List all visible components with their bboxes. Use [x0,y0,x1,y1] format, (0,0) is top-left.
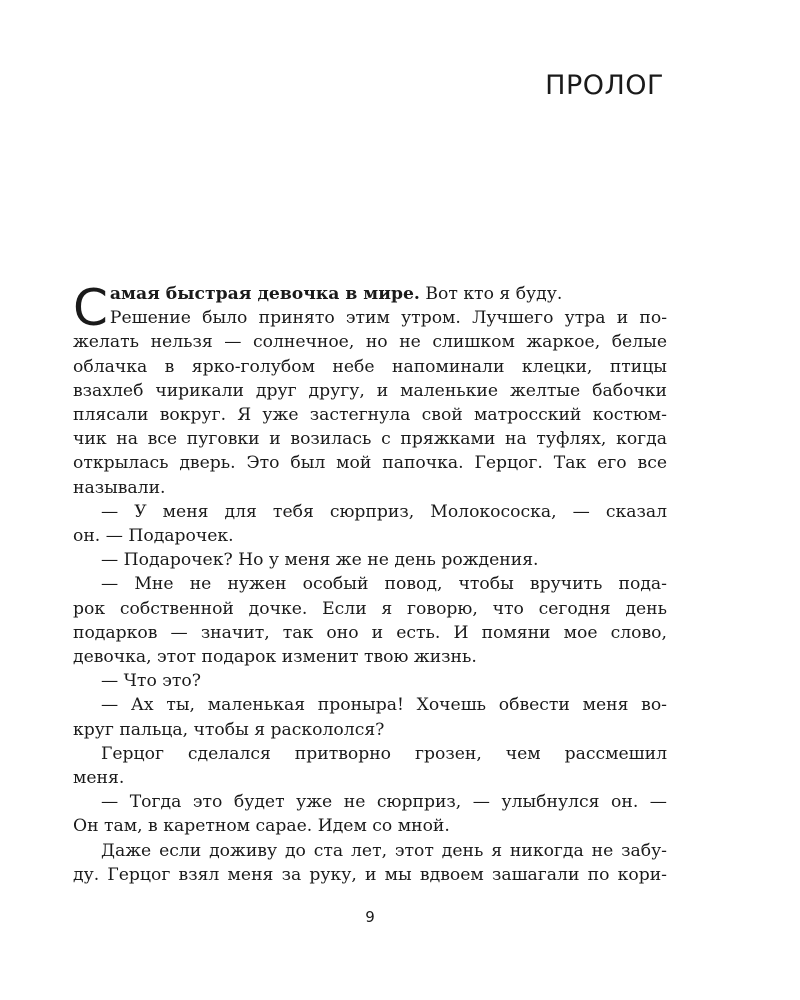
text-line: облачка в ярко-голубом небе напоминали клецки, птицы [73,356,667,377]
text-line: — Ах ты, маленькая проныра! Хочешь обвести меня во- [101,695,667,716]
text-line [73,282,667,306]
text-line: меня. [73,768,125,789]
text-line: подарков — значит, так оно и есть. И помяни мое слово, [73,622,667,643]
text-line: девочка, этот подарок изменит твою жизнь. [73,647,477,668]
text-line: он. — Подарочек. [73,526,234,547]
text-line: круг пальца, чтобы я раскололся? [73,719,385,740]
drop-cap: С [73,279,108,337]
text-line: Даже если доживу до ста лет, этот день я никогда не забу- [101,840,667,861]
text-line: Герцог сделался притворно грозен, чем рассмешил [101,743,667,764]
text-line: плясали вокруг. Я уже застегнула свой матросский костюм- [73,405,667,426]
text-line: — Тогда это будет уже не сюрприз, — улыбнулся он. — [101,792,667,813]
text-line: чик на все пуговки и возилась с пряжками на туфлях, когда [73,429,667,450]
text-line: Он там, в каретном сарае. Идем со мной. [73,816,450,837]
page-number: 9 [365,908,375,926]
text-line: ду. Герцог взял меня за руку, и мы вдвоем зашагали по кори- [73,864,667,885]
chapter-title: ПРОЛОГ [545,70,664,101]
lead-phrase: амая быстрая девочка в мире. [109,284,420,304]
text-line: — Мне не нужен особый повод, чтобы вручить пода- [101,574,667,595]
chapter-body [73,279,667,887]
text-line: взахлеб чирикали друг другу, и маленькие желтые бабочки [73,380,667,401]
text-line: желать нельзя — солнечное, но не слишком жаркое, белые [73,332,667,353]
text-line: — У меня для тебя сюрприз, Молокососка, — сказал [101,501,667,522]
text-line: — Подарочек? Но у меня же не день рождения. [101,550,539,571]
text-line: рок собственной дочке. Если я говорю, что сегодня день [73,598,667,619]
text-line: — Что это? [101,671,201,692]
lead-rest: Вот кто я буду. [419,284,563,304]
text-line: Решение было принято этим утром. Лучшего утра и по- [109,308,667,329]
text-line: называли. [73,477,166,498]
text-line: открылась дверь. Это был мой папочка. Герцог. Так его все [73,453,667,474]
